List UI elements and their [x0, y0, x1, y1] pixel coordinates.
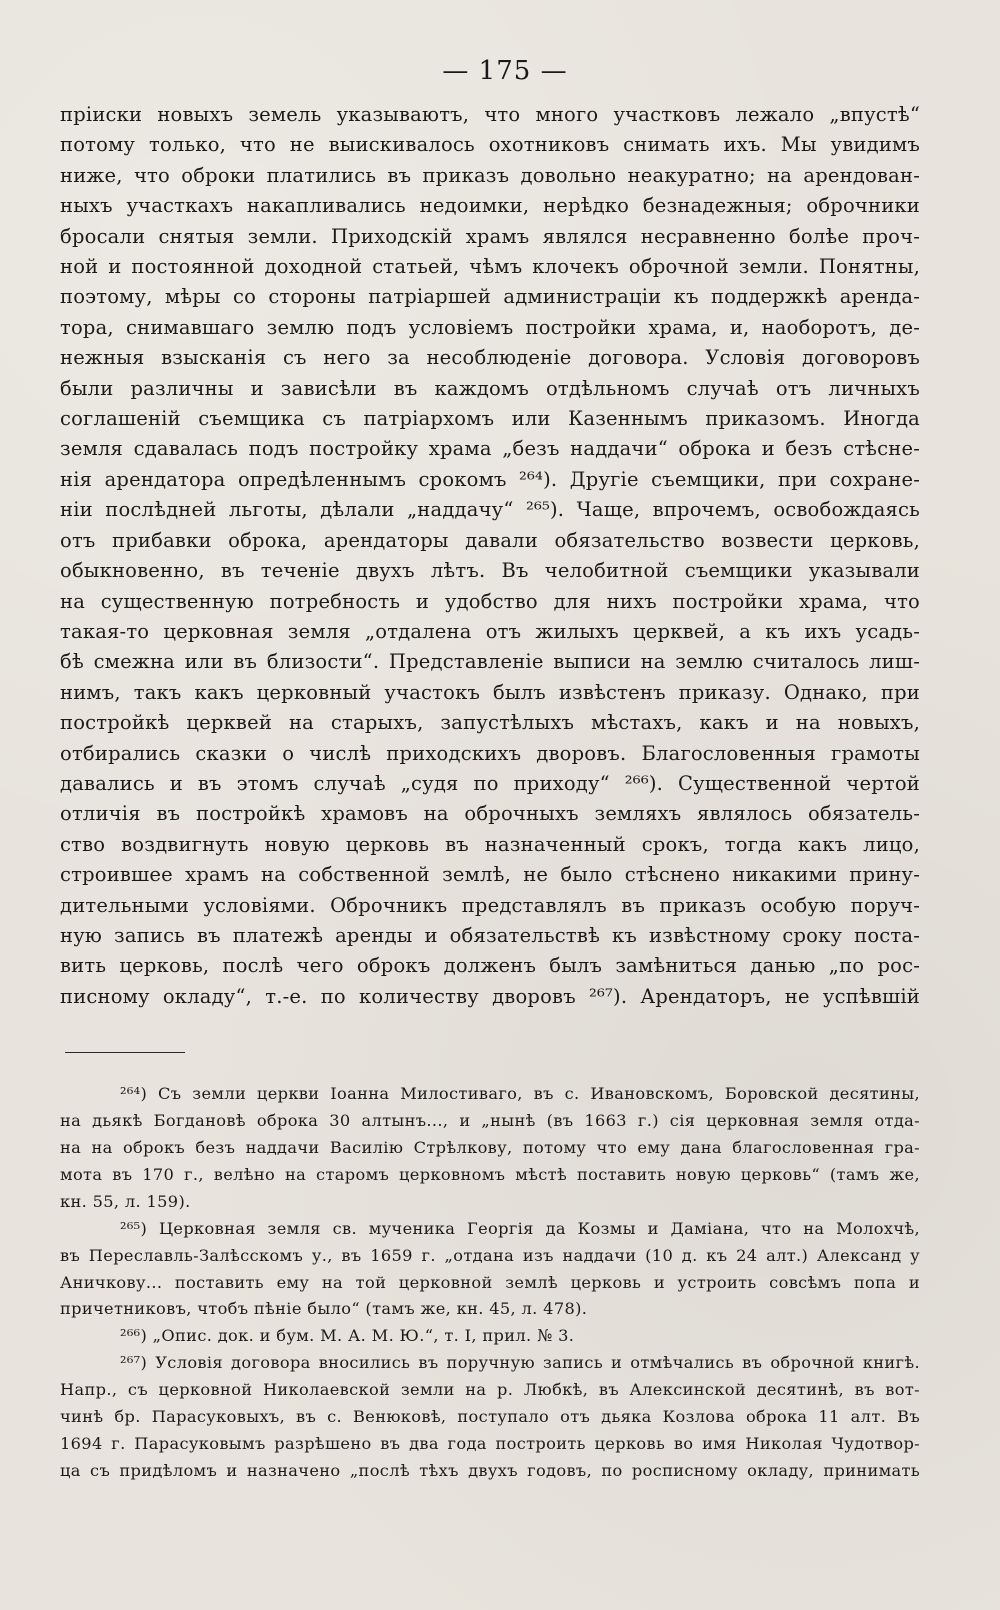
footnote-line: 1694 г. Парасуковымъ разрѣшено въ два года построить церковь во имя Николая Чудотвор- [60, 1433, 920, 1453]
text-line: ныхъ участкахъ накапливались недоимки, нерѣдко безнадежныя; оброчники [60, 194, 920, 218]
text-line: соглашеній съемщика съ патріархомъ или Казеннымъ приказомъ. Иногда [60, 407, 920, 431]
text-line: писному окладу“, т.-е. по количеству дворовъ ²⁶⁷). Арендаторъ, не успѣвшій [60, 984, 920, 1008]
footnote-line: на на оброкъ безъ наддачи Василію Стрѣлкову, потому что ему дана благословенная гра- [60, 1138, 920, 1157]
text-line: ніи послѣдней льготы, дѣлали „наддачу“ ²⁶⁵). Чаще, впрочемъ, освобождаясь [60, 498, 920, 522]
text-line: давались и въ этомъ случаѣ „судя по приходу“ ²⁶⁶). Существенной чертой [60, 771, 920, 795]
footnote-line: ²⁶⁷) Условія договора вносились въ поручную запись и отмѣчались въ оброчной книгѣ. [120, 1353, 920, 1373]
text-line: были различны и зависѣли въ каждомъ отдѣльномъ случаѣ отъ личныхъ [60, 376, 920, 400]
footnote-line: ²⁶⁴) Съ земли церкви Іоанна Милостиваго, въ с. Ивановскомъ, Боровской десятины, [120, 1084, 920, 1104]
text-line: бѣ смежна или въ близости“. Представленіе выписи на землю считалось лиш- [60, 650, 920, 674]
text-line: нія арендатора опредѣленнымъ срокомъ ²⁶⁴). Другіе съемщики, при сохране- [60, 467, 920, 491]
footnote-line: кн. 55, л. 159). [60, 1191, 191, 1211]
footnote-line: въ Переславль-Залѣсскомъ у., въ 1659 г. „отдана изъ наддачи (10 д. къ 24 алт.) Александ у [60, 1245, 920, 1265]
text-line: пріиски новыхъ земель указываютъ, что много участковъ лежало „впустѣ“ [60, 103, 920, 126]
text-line: ство воздвигнуть новую церковь въ назначенный срокъ, тогда какъ лицо, [60, 832, 920, 856]
footnote-line: ²⁶⁵) Церковная земля св. мученика Георгія да Козмы и Даміана, что на Молохчѣ, [120, 1218, 920, 1238]
text-line: тора, снимавшаго землю подъ условіемъ постройки храма, и, наоборотъ, де- [60, 315, 920, 339]
main-text [60, 100, 920, 1012]
text-line: отъ прибавки оброка, арендаторы давали обязательство возвести церковь, [60, 528, 920, 552]
footnotes [60, 1081, 920, 1485]
text-line: такая-то церковная земля „отдалена отъ жилыхъ церквей, а къ ихъ усадь- [60, 619, 920, 643]
page-number: — 175 — [442, 56, 568, 86]
text-line: нежныя взысканія съ него за несоблюденіе договора. Условія договоровъ [60, 346, 920, 370]
text-line: строившее храмъ на собственной землѣ, не было стѣснено никакими прину- [60, 863, 920, 887]
footnote-line: мота въ 170 г., велѣно на старомъ церковномъ мѣстѣ поставить новую церковь“ (тамъ же, [60, 1164, 920, 1184]
text-line: дительными условіями. Оброчникъ представлялъ въ приказъ особую поруч- [60, 893, 920, 917]
footnote-line: чинѣ бр. Парасуковыхъ, въ с. Венюковѣ, поступало отъ дьяка Козлова оброка 11 алт. Въ [60, 1407, 920, 1427]
text-line: нимъ, такъ какъ церковный участокъ былъ извѣстенъ приказу. Однако, при [60, 680, 920, 704]
text-line: потому только, что не выискивалось охотниковъ снимать ихъ. Мы увидимъ [60, 133, 920, 157]
text-line: вить церковь, послѣ чего оброкъ долженъ былъ замѣниться данью „по рос- [60, 954, 920, 978]
text-line: отбирались сказки о числѣ приходскихъ дворовъ. Благословенныя грамоты [60, 741, 920, 765]
text-line: земля сдавалась подъ постройку храма „безъ наддачи“ оброка и безъ стѣсне- [60, 437, 920, 461]
footnote-line: Аничкову... поставить ему на той церковной землѣ церковь и устроить совсѣмъ попа и [60, 1272, 920, 1292]
text-line: обыкновенно, въ теченіе двухъ лѣтъ. Въ челобитной съемщики указывали [60, 559, 920, 583]
text-line: поэтому, мѣры со стороны патріаршей администраціи къ поддержкѣ аренда- [60, 285, 920, 309]
footnote-line: Напр., съ церковной Николаевской земли на р. Любкѣ, въ Алексинской десятинѣ, въ вот- [60, 1380, 920, 1400]
text-line: на существенную потребность и удобство для нихъ постройки храма, что [60, 589, 920, 613]
footnote-line: на дьякѣ Богдановѣ оброка 30 алтынъ..., и „нынѣ (въ 1663 г.) сія церковная земля отда- [60, 1111, 920, 1131]
footnote-line: ²⁶⁶) „Опис. док. и бум. М. А. М. Ю.“, т. I, прил. № 3. [120, 1326, 575, 1346]
footnote-line: причетниковъ, чтобъ пѣніе было“ (тамъ же, кн. 45, л. 478). [60, 1299, 588, 1319]
footnote-line: ца съ придѣломъ и назначено „послѣ тѣхъ двухъ годовъ, по росписному окладу, принимать [60, 1460, 920, 1480]
text-line: ную запись въ платежѣ аренды и обязательствѣ къ извѣстному сроку поста- [60, 923, 920, 947]
footnote-separator [65, 1052, 185, 1053]
text-line: постройкѣ церквей на старыхъ, запустѣлыхъ мѣстахъ, какъ и на новыхъ, [60, 711, 920, 735]
text-line: ной и постоянной доходной статьей, чѣмъ клочекъ оброчной земли. Понятны, [60, 255, 920, 279]
text-line: отличія въ постройкѣ храмовъ на оброчныхъ земляхъ являлось обязатель- [60, 802, 920, 826]
text-line: ниже, что оброки платились въ приказъ довольно неакуратно; на арендован- [60, 163, 920, 187]
text-line: бросали снятыя земли. Приходскій храмъ являлся несравненно болѣе проч- [60, 224, 920, 248]
